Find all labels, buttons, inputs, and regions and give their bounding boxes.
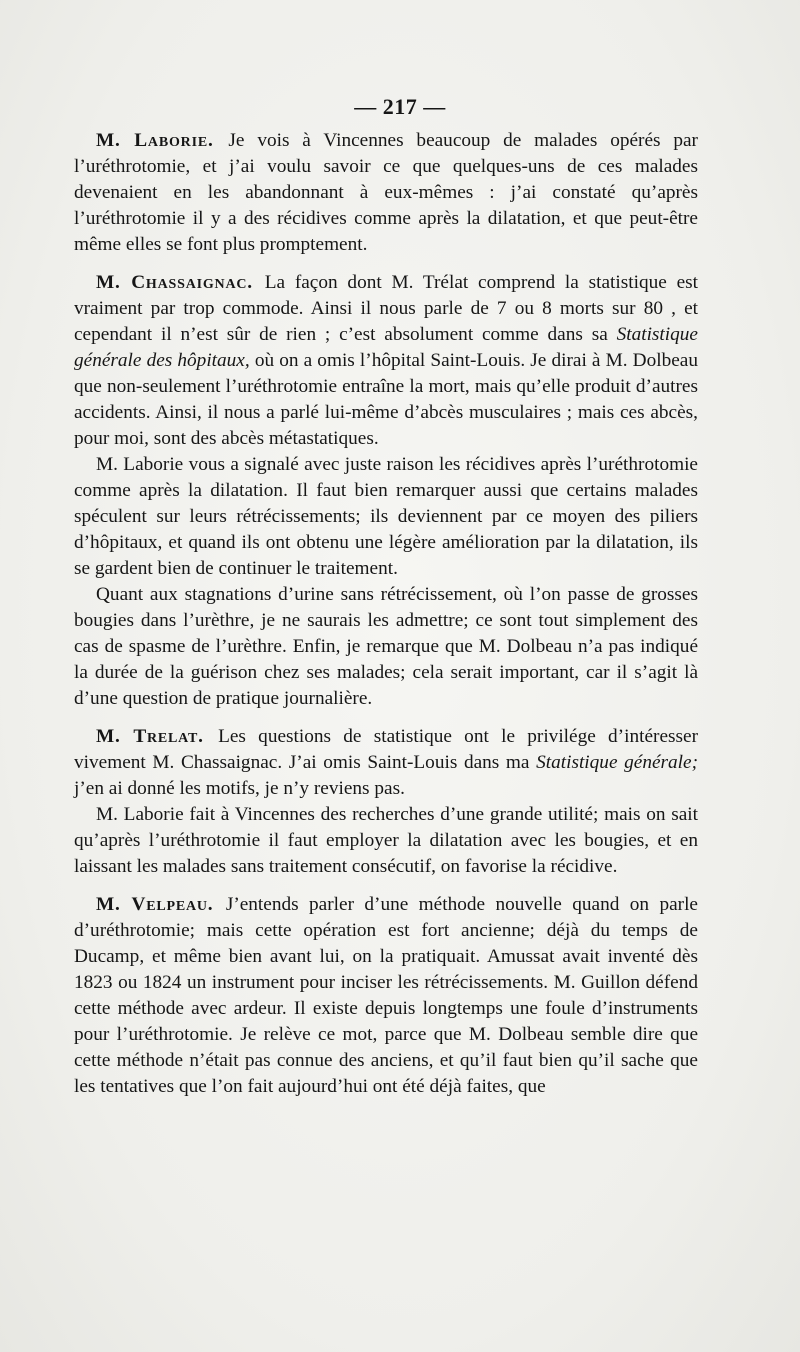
italic-title: Statistique générale des hôpitaux, — [74, 324, 698, 371]
paragraph-text: M. Laborie fait à Vincennes des recherches d’une grande utilité; mais on sait qu’après l’uréthrotomie il faut employer la dilatation avec les bougies, et en laissant les malades sans traitement consécutif, on favorise la récidive. — [74, 804, 698, 877]
paragraph-text: Les questions de statistique ont le privilége d’intéresser vivement M. Chassaignac. J’ai omis Saint-Louis dans ma — [74, 726, 698, 773]
paragraph-text: M. Laborie vous a signalé avec juste raison les récidives après l’uréthrotomie comme après la dilatation. Il faut bien remarquer aussi que certains malades spéculent sur leurs rétrécissements; ils deviennent par ce moyen des piliers d’hôpitaux, et quand ils ont obtenu une légère amélioration par la dilatation, ils se gardent bien de continuer le traitement. — [74, 454, 698, 579]
speaker-name: M. Velpeau. — [96, 894, 214, 915]
paragraph-velpeau — [74, 892, 698, 1100]
paragraph-text: Quant aux stagnations d’urine sans rétrécissement, où l’on passe de grosses bougies dans l’urèthre, je ne saurais les admettre; ce sont tout simplement des cas de spasme de l’urèthre. Enfin, je remarque que M. Dolbeau n’a pas indiqué la durée de la guérison chez ses malades; cela serait important, car il s’agit là d’une question de pratique journalière. — [74, 584, 698, 709]
paragraph-text: J’entends parler d’une méthode nouvelle quand on parle d’uréthrotomie; mais cette opération est fort ancienne; déjà du temps de Ducamp, et même bien avant lui, on la pratiquait. Amussat avait inventé dès 1823 ou 1824 un instrument pour inciser les rétrécissements. M. Guillon défend cette méthode avec ardeur. Il existe depuis longtemps une foule d’instruments pour l’uréthrotomie. Je relève ce mot, parce que M. Dolbeau semble dire que cette méthode n’était pas connue des anciens, et qu’il faut bien qu’il sache que les tentatives que l’on fait aujourd’hui ont été déjà faites, que — [74, 894, 698, 1097]
speaker-name: M. Trelat. — [96, 726, 204, 747]
paragraph-laborie — [74, 128, 698, 258]
italic-title: Statistique générale; — [536, 752, 698, 773]
paragraph-text: La façon dont M. Trélat comprend la statistique est vraiment par trop commode. Ainsi il nous parle de 7 ou 8 morts sur 80 , et cependant il n’est sûr de rien ; c’est absolument comme dans sa — [74, 272, 698, 345]
body-text — [74, 128, 698, 1100]
page-number: — 217 — — [354, 94, 446, 119]
speaker-name: M. Laborie. — [96, 130, 214, 151]
paragraph-chassaignac — [74, 270, 698, 452]
speaker-name: M. Chassaignac. — [96, 272, 253, 293]
paragraph-text-continued: j’en ai donné les motifs, je n’y reviens pas. — [74, 778, 405, 799]
paragraph-text: Je vois à Vincennes beaucoup de malades opérés par l’uréthrotomie, et j’ai voulu savoir ce que quelques-uns de ces malades devenaient en les abandonnant à eux-mêmes : j’ai constaté qu’après l’uréthrotomie il y a des récidives comme après la dilatation, et que peut-être même elles se font plus promptement. — [74, 130, 698, 255]
paragraph-trelat — [74, 724, 698, 802]
paragraph-text-continued: où on a omis l’hôpital Saint-Louis. Je dirai à M. Dolbeau que non-seulement l’uréthrotomie entraîne la mort, mais qu’elle produit d’autres accidents. Ainsi, il nous a parlé lui-même d’abcès musculaires ; mais ces abcès, pour moi, sont des abcès métastatiques. — [74, 350, 698, 449]
paragraph-trelat-continued — [74, 802, 698, 880]
paragraph-chassaignac-final — [74, 582, 698, 712]
paragraph-chassaignac-continued — [74, 452, 698, 582]
